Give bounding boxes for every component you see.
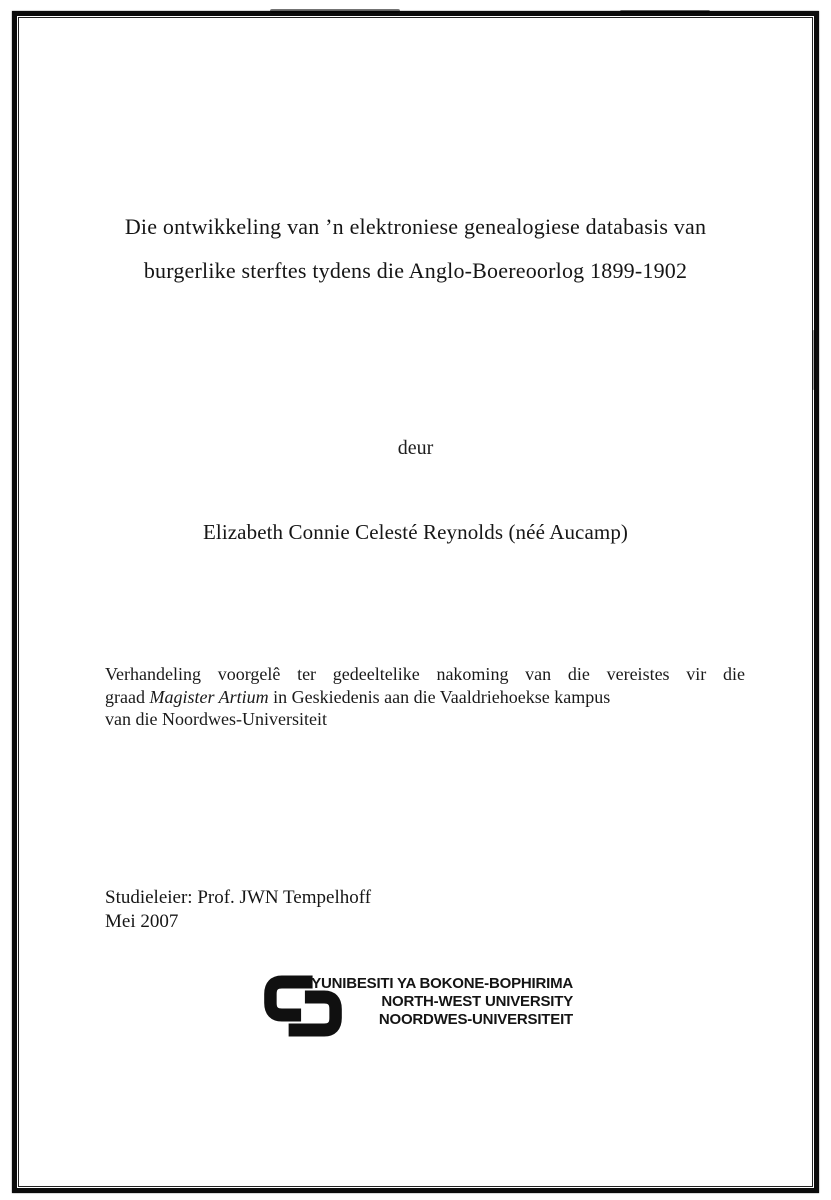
statement-line-2 (105, 686, 745, 709)
thesis-title-line-2: burgerlike sterftes tydens die Anglo-Boereoorlog 1899-1902 (143, 258, 688, 283)
statement-line-3: van die Noordwes-Universiteit (105, 709, 327, 729)
scan-artifact (620, 10, 710, 13)
logo-line-afrikaans: NOORDWES-UNIVERSITEIT (378, 1011, 573, 1028)
degree-name: Magister Artium (149, 686, 269, 707)
degree-statement (105, 663, 745, 731)
scan-artifact (270, 9, 400, 13)
thesis-title (40, 205, 791, 293)
statement-line-1: Verhandeling voorgelê ter gedeeltelike nakoming van die vereistes vir die (105, 664, 745, 684)
logo-line-setswana: YUNIBESITI YA BOKONE-BOPHIRIMA (311, 975, 573, 992)
date-line: Mei 2007 (105, 911, 179, 932)
supervisor-line: Studieleier: Prof. JWN Tempelhoff (105, 887, 372, 908)
university-logo (257, 968, 573, 1052)
scan-artifact (812, 330, 816, 390)
byline: deur (397, 437, 434, 459)
statement-line-2-prefix: graad (105, 686, 150, 707)
university-logo-text (311, 975, 573, 1029)
statement-line-2-suffix: in Geskiedenis aan die Vaaldriehoekse kampus (268, 686, 611, 707)
logo-line-english: NORTH-WEST UNIVERSITY (381, 993, 573, 1010)
thesis-title-line-1: Die ontwikkeling van ’n elektroniese genealogiese databasis van (124, 214, 707, 239)
author-name: Elizabeth Connie Celesté Reynolds (néé Aucamp) (202, 520, 629, 544)
supervisor-block (105, 886, 371, 934)
